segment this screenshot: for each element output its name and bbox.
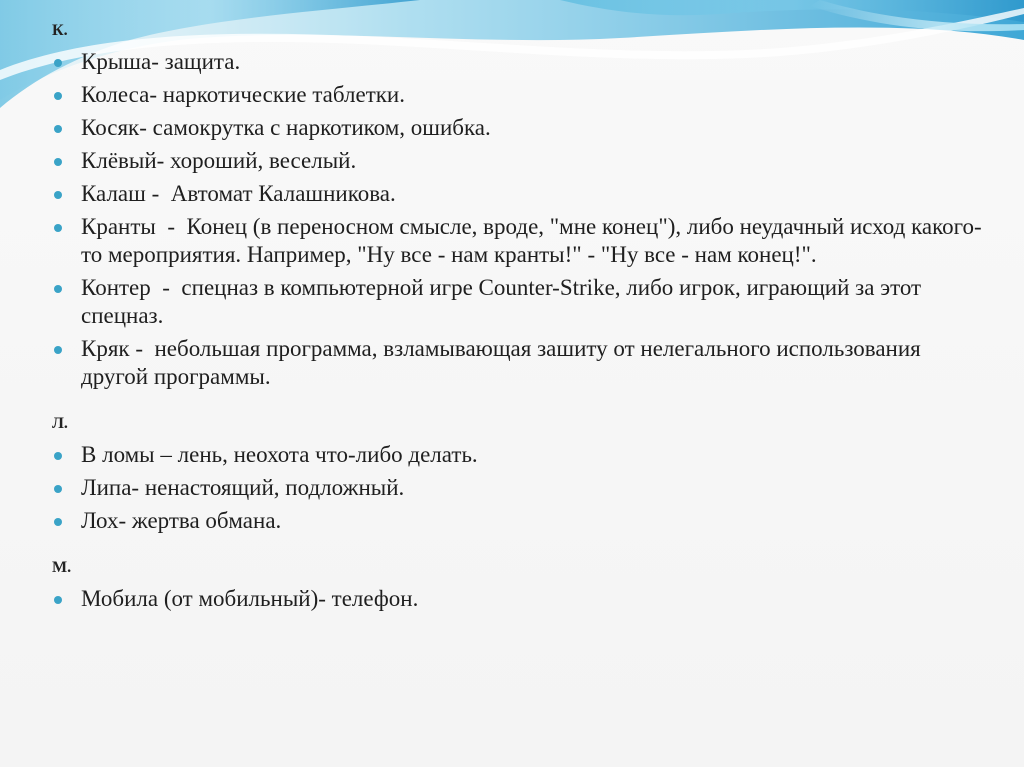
list-item: Клёвый- хороший, веселый.: [52, 147, 992, 175]
section-letter: М.: [52, 559, 72, 576]
bullet-icon: [54, 285, 62, 293]
list-item: В ломы – лень, неохота что-либо делать.: [52, 441, 992, 469]
list-item: Косяк- самокрутка с наркотиком, ошибка.: [52, 114, 992, 142]
bullet-icon: [54, 485, 62, 493]
list-item: Кряк - небольшая программа, взламывающая зашиту от нелегального использования другой программы.: [52, 335, 992, 391]
term-list: [52, 441, 992, 535]
list-item: Контер - спецназ в компьютерной игре Counter-Strike, либо игрок, играющий за этот спецназ.: [52, 274, 992, 330]
bullet-icon: [54, 92, 62, 100]
section-letter: К.: [52, 22, 68, 39]
bullet-icon: [54, 158, 62, 166]
section-l: [52, 413, 992, 535]
list-item: Липа- ненастоящий, подложный.: [52, 474, 992, 502]
list-item: Кранты - Конец (в переносном смысле, вроде, "мне конец"), либо неудачный исход какого-то мероприятия. Например, "Ну все - нам кранты!" - "Ну все - нам конец!".: [52, 213, 992, 269]
list-item: Мобила (от мобильный)- телефон.: [52, 585, 992, 613]
term-list: [52, 585, 992, 613]
bullet-icon: [54, 452, 62, 460]
bullet-icon: [54, 125, 62, 133]
bullet-icon: [54, 596, 62, 604]
bullet-icon: [54, 59, 62, 67]
section-m: [52, 557, 992, 613]
list-item: Крыша- защита.: [52, 48, 992, 76]
bullet-icon: [54, 191, 62, 199]
list-item: Колеса- наркотические таблетки.: [52, 81, 992, 109]
section-letter: Л.: [52, 415, 68, 432]
list-item: Калаш - Автомат Калашникова.: [52, 180, 992, 208]
term-list: [52, 48, 992, 391]
section-k: [52, 20, 992, 391]
bullet-icon: [54, 346, 62, 354]
bullet-icon: [54, 518, 62, 526]
bullet-icon: [54, 224, 62, 232]
list-item: Лох- жертва обмана.: [52, 507, 992, 535]
slang-list: [52, 20, 992, 618]
